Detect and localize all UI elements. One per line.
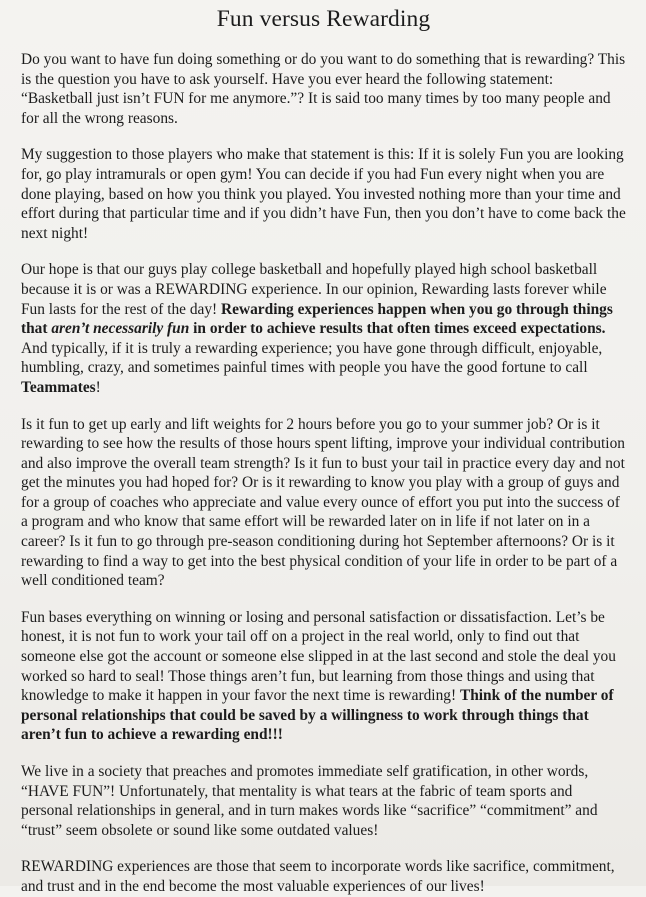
bold-text: Teammates bbox=[21, 378, 96, 396]
bold-text: Think of the number of personal relationships that could be saved by a willingness to work through things that aren’t fun to achieve a rewarding end!!! bbox=[21, 687, 614, 744]
bold-text: Rewarding experiences happen when you go through things that bbox=[21, 300, 613, 338]
paragraph-text: Our hope is that our guys play college basketball and hopefully played high school basketball because it is or was a REWARDING experience. In our opinion, Rewarding lasts forever while Fun lasts for the rest of the day! bbox=[21, 261, 607, 318]
paragraph bbox=[21, 415, 626, 591]
bold-text: in order to achieve results that often times exceed expectations. bbox=[189, 320, 606, 338]
paragraph bbox=[21, 260, 626, 397]
bold-italic-text: aren’t necessarily fun bbox=[51, 320, 190, 338]
paragraph-text: My suggestion to those players who make that statement is this: If it is solely Fun you are looking for, go play intramurals or open gym! You can decide if you had Fun every night when you are done playing, based on how you think you played. You invested nothing more than your time and effort during that particular time and if you didn’t have Fun, then you don’t have to come back the next night! bbox=[21, 146, 626, 242]
paragraph-text: REWARDING experiences are those that seem to incorporate words like sacrifice, commitment, and trust and in the end become the most valuable experiences of our lives! bbox=[21, 858, 615, 895]
paragraph-text: We live in a society that preaches and promotes immediate self gratification, in other words, “HAVE FUN”! Unfortunately, that mentality is what tears at the fabric of team sports and personal relationships in general, and in turn makes words like “sacrifice” “commitment” and “trust” seem obsolete or sound like some outdated values! bbox=[21, 763, 598, 839]
paragraph bbox=[21, 608, 626, 745]
paragraph-text: Do you want to have fun doing something or do you want to do something that is rewarding? This is the question you have to ask yourself. Have you ever heard the following statement: “Basketball just isn’t FUN for me anymore.”? It is said too many times by too many people and for all the wrong reasons. bbox=[21, 51, 626, 127]
paragraph-text: Fun bases everything on winning or losing and personal satisfaction or dissatisfaction. Let’s be honest, it is not fun to work your tail off on a project in the real world, only to find out that someone else got the account or someone else slipped in at the last second and stole the deal you worked so hard to seal! Those things aren’t fun, but learning from those things and using that knowledge to make it happen in your favor the next time is rewarding! bbox=[21, 608, 616, 705]
paragraph-text: And typically, if it is truly a rewarding experience; you have gone through difficult, enjoyable, humbling, crazy, and sometimes painful times with people you have the good fortune to call bbox=[21, 339, 603, 377]
document-title: Fun versus Rewarding bbox=[216, 6, 431, 32]
paragraph bbox=[21, 762, 626, 840]
paragraph-text: ! bbox=[95, 378, 101, 396]
paragraph bbox=[21, 50, 626, 128]
bold-text bbox=[51, 320, 189, 337]
paragraph-text: Is it fun to get up early and lift weights for 2 hours before you go to your summer job? Or is it rewarding to see how the results of those hours spent lifting, improve your individual contribution and also improve the overall team strength? Is it fun to bust your tail in practice every day and not get the minutes you had hoped for? Or is it rewarding to know you play with a group of guys and for a group of coaches who appreciate and value every ounce of effort you put into the success of a program and who know that same effort will be rewarded later on in life if not later on in a career? Is it fun to go through pre-season conditioning during hot September afternoons? Or is it rewarding to find a way to get into the best physical condition of your life in order to be part of a well conditioned team? bbox=[21, 415, 625, 590]
paragraph bbox=[21, 857, 626, 896]
paragraph bbox=[21, 145, 626, 243]
